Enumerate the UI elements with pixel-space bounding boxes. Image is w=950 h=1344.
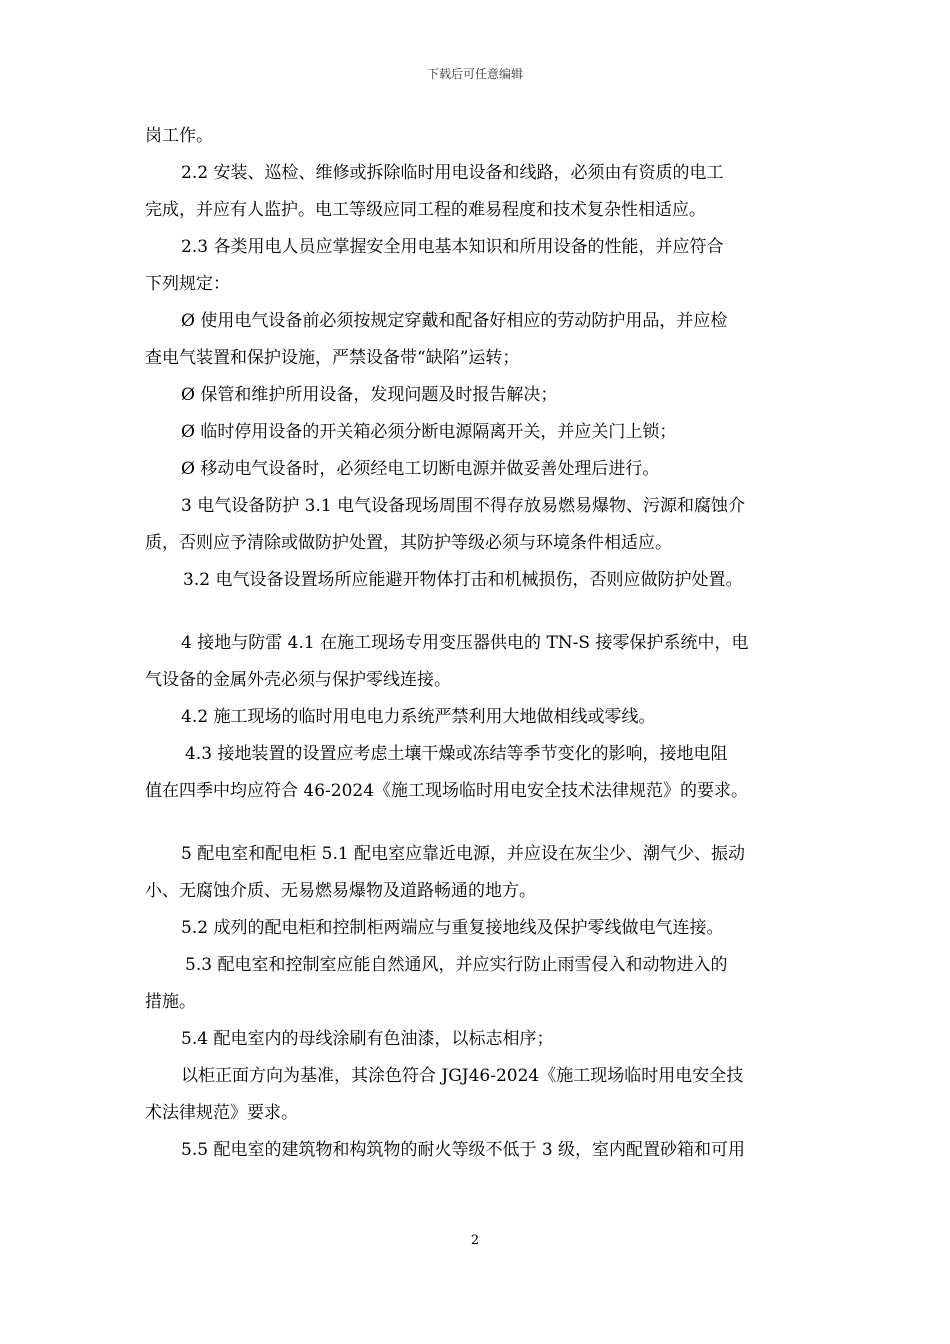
document-body [145,118,825,1169]
text-line: 查电气装置和保护设施，严禁设备带“缺陷”运转； [145,348,520,368]
text-line: 5.3 配电室和控制室应能自然通风，并应实行防止雨雪侵入和动物进入的 [185,955,728,975]
text-line: 5.4 配电室内的母线涂刷有色油漆，以标志相序； [181,1029,554,1049]
text-line: 5.2 成列的配电柜和控制柜两端应与重复接地线及保护零线做电气连接。 [181,918,724,938]
text-line: Ø 临时停用设备的开关箱必须分断电源隔离开关，并应关门上锁； [181,422,677,442]
text-line: Ø 保管和维护所用设备，发现问题及时报告解决； [181,385,558,405]
text-line: 2.2 安装、巡检、维修或拆除临时用电设备和线路，必须由有资质的电工 [181,163,724,183]
text-line: 5 配电室和配电柜 5.1 配电室应靠近电源，并应设在灰尘少、潮气少、振动 [181,844,746,864]
text-line: 2.3 各类用电人员应掌握安全用电基本知识和所用设备的性能，并应符合 [181,237,724,257]
text-line: 术法律规范》要求。 [145,1103,298,1123]
text-line: 措施。 [145,992,196,1012]
text-line: 质，否则应予清除或做防护处置，其防护等级必须与环境条件相适应。 [145,533,672,553]
text-line: 4.2 施工现场的临时用电电力系统严禁利用大地做相线或零线。 [181,707,656,727]
text-line: 下列规定： [145,274,230,294]
page-header: 下载后可任意编辑 [426,67,523,81]
text-line: 3 电气设备防护 3.1 电气设备现场周围不得存放易燃易爆物、污源和腐蚀介 [181,496,746,516]
text-line: 小、无腐蚀介质、无易燃易爆物及道路畅通的地方。 [145,881,536,901]
paragraph-gap [145,810,825,836]
paragraph-gap [145,599,825,625]
text-line: Ø 移动电气设备时，必须经电工切断电源并做妥善处理后进行。 [181,459,660,479]
text-line: Ø 使用电气设备前必须按规定穿戴和配备好相应的劳动防护用品，并应检 [181,311,728,331]
text-line: 4.3 接地装置的设置应考虑土壤干燥或冻结等季节变化的影响，接地电阻 [185,744,728,764]
text-line: 气设备的金属外壳必须与保护零线连接。 [145,670,451,690]
text-line: 4 接地与防雷 4.1 在施工现场专用变压器供电的 TN-S 接零保护系统中，电 [181,633,749,653]
text-line: 值在四季中均应符合 46-2024《施工现场临时用电安全技术法律规范》的要求。 [145,781,749,801]
text-line: 3.2 电气设备设置场所应能避开物体打击和机械损伤，否则应做防护处置。 [183,570,743,590]
text-line: 5.5 配电室的建筑物和构筑物的耐火等级不低于 3 级，室内配置砂箱和可用 [181,1140,746,1160]
page-number: 2 [470,1233,480,1248]
text-line: 以柜正面方向为基准，其涂色符合 JGJ46-2024《施工现场临时用电安全技 [181,1066,744,1086]
text-line: 岗工作。 [145,126,213,146]
text-line: 完成，并应有人监护。电工等级应同工程的难易程度和技术复杂性相适应。 [145,200,706,220]
